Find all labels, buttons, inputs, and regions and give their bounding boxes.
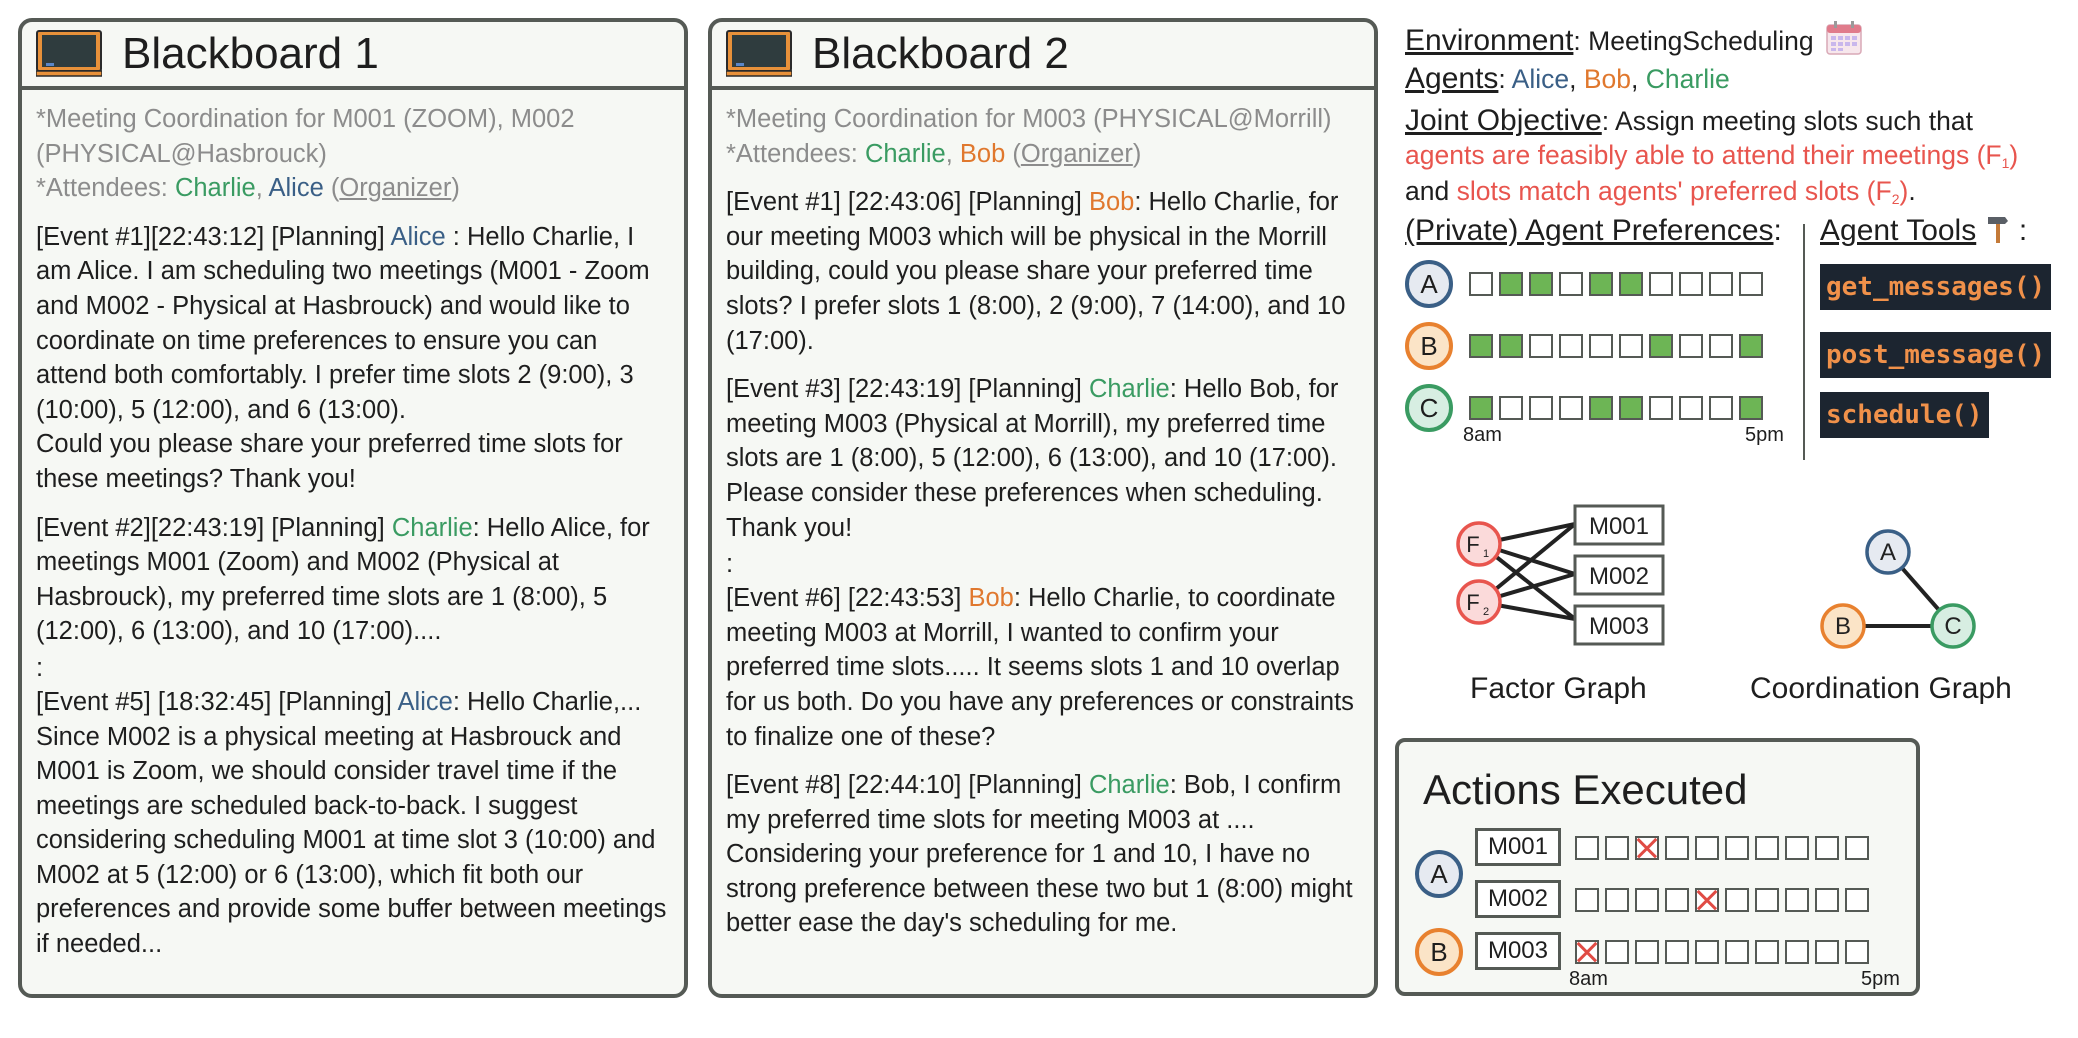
objective-feasibility bbox=[1405, 140, 2018, 171]
svg-text:M002: M002 bbox=[1588, 563, 1650, 590]
action-slots-m002 bbox=[1575, 888, 1869, 912]
event-message bbox=[36, 685, 670, 962]
meeting-node bbox=[1575, 506, 1663, 544]
preferences-colon: : bbox=[1773, 214, 1782, 247]
action-slots-m001 bbox=[1575, 836, 1869, 860]
attendee-charlie: Charlie bbox=[174, 174, 256, 203]
factor-subscript: 1 bbox=[2001, 155, 2010, 171]
event-speaker-charlie: Charlie bbox=[391, 513, 473, 542]
preferred-slot bbox=[1589, 272, 1613, 296]
objective-close-paren: ) bbox=[2009, 140, 2019, 170]
preference-slots-a bbox=[1469, 272, 1763, 296]
time-slot bbox=[1755, 888, 1779, 912]
factor-label: F bbox=[1466, 532, 1480, 557]
graphs-svg bbox=[1405, 484, 2065, 684]
agent-a-circle: A bbox=[1415, 850, 1463, 898]
preferences-title bbox=[1405, 214, 1782, 248]
agent-bob: Bob bbox=[1583, 64, 1632, 94]
preferences-title-text: (Private) Agent Preferences bbox=[1405, 214, 1774, 247]
hammer-icon bbox=[1985, 214, 2011, 244]
time-slot bbox=[1605, 888, 1629, 912]
graphs-area bbox=[1405, 484, 2065, 734]
time-slot bbox=[1559, 396, 1583, 420]
meeting-node bbox=[1575, 606, 1663, 644]
chalkboard-icon bbox=[36, 30, 102, 78]
environment-value: : MeetingScheduling bbox=[1573, 26, 1814, 56]
event-text: : Hello Alice, for meetings M001 (Zoom) and M002 (Physical at Hasbrouck), my preferred time slots are 1 (8:00), 5 (12:00), 6 (13:00), and 10 (17:00).... bbox=[36, 513, 650, 646]
tools-title-text: Agent Tools bbox=[1820, 214, 1977, 247]
scheduled-slot bbox=[1695, 888, 1719, 912]
event-prefix: [Event #2][22:43:19] [Planning] bbox=[36, 513, 392, 542]
attendee-separator: , bbox=[945, 139, 960, 168]
environment-label: Environment bbox=[1405, 24, 1574, 57]
preferred-slot bbox=[1529, 272, 1553, 296]
tool-get-messages: get_messages() bbox=[1820, 264, 2051, 310]
time-slot bbox=[1815, 836, 1839, 860]
event-speaker-bob: Bob bbox=[968, 584, 1014, 613]
time-slot bbox=[1635, 940, 1659, 964]
time-slot bbox=[1679, 272, 1703, 296]
event-prefix: [Event #3] [22:43:19] [Planning] bbox=[726, 375, 1089, 404]
agents-colon: : bbox=[1498, 64, 1512, 94]
environment-line bbox=[1405, 20, 1863, 58]
blackboard-2 bbox=[708, 18, 1378, 998]
factor-node-f2 bbox=[1458, 581, 1500, 623]
agents-separator: , bbox=[1631, 64, 1646, 94]
agents-separator: , bbox=[1569, 64, 1584, 94]
attendee-separator: , bbox=[255, 174, 269, 203]
coordination-node-a bbox=[1867, 531, 1909, 573]
time-slot bbox=[1635, 888, 1659, 912]
time-slot bbox=[1575, 836, 1599, 860]
attendees-line bbox=[36, 171, 670, 206]
preferred-slot bbox=[1619, 272, 1643, 296]
preferred-slot bbox=[1739, 396, 1763, 420]
event-message bbox=[36, 220, 670, 497]
factor-subscript: 2 bbox=[1482, 606, 1490, 618]
organizer-close: ) bbox=[451, 174, 460, 203]
board-title: Blackboard 1 bbox=[122, 29, 379, 78]
event-text: : Hello Bob, for meeting M003 (Physical at Morrill), my preferred time slots are 1 (8:00), 5 (12:00), 6 (13:00), and 10 (17:00). Please consider these preferences when scheduling. Thank you! bbox=[726, 375, 1339, 542]
vertical-ellipsis: : bbox=[726, 550, 734, 579]
time-slot bbox=[1665, 888, 1689, 912]
event-text: : Hello Charlie, for our meeting M003 which will be physical in the Morrill building, could you please share your preferred time slots? I prefer slots 1 (8:00), 2 (9:00), 7 (14:00), and 10 (17:00). bbox=[726, 188, 1346, 355]
time-slot bbox=[1559, 272, 1583, 296]
preferred-slot bbox=[1499, 272, 1523, 296]
event-prefix: [Event #1][22:43:12] [Planning] bbox=[36, 222, 391, 251]
tools-title bbox=[1820, 214, 2027, 248]
time-slot bbox=[1695, 836, 1719, 860]
board-body bbox=[712, 90, 1374, 941]
board-body bbox=[22, 90, 684, 962]
svg-text:M001: M001 bbox=[1588, 513, 1650, 540]
time-slot bbox=[1755, 836, 1779, 860]
factor-subscript: 1 bbox=[1482, 548, 1490, 560]
svg-text:B: B bbox=[1834, 613, 1852, 640]
event-prefix: [Event #1] [22:43:06] [Planning] bbox=[726, 188, 1089, 217]
event-message bbox=[726, 372, 1360, 545]
board-header bbox=[712, 22, 1374, 90]
preferred-slot bbox=[1499, 334, 1523, 358]
attendee-bob: Bob bbox=[959, 139, 1006, 168]
time-slot bbox=[1619, 334, 1643, 358]
tools-colon: : bbox=[2010, 214, 2028, 247]
preferred-slot bbox=[1649, 334, 1673, 358]
time-slot bbox=[1709, 396, 1733, 420]
organizer-label: Organizer bbox=[1020, 139, 1133, 168]
tool-schedule: schedule() bbox=[1820, 392, 1989, 438]
time-slot bbox=[1589, 334, 1613, 358]
agent-charlie: Charlie bbox=[1645, 64, 1730, 94]
event-message bbox=[726, 185, 1360, 358]
attendees-line bbox=[726, 137, 1360, 172]
tick-end: 5pm bbox=[1861, 968, 1900, 990]
event-message bbox=[726, 768, 1360, 941]
event-text: : Hello Charlie,... Since M002 is a physical meeting at Hasbrouck and M001 is Zoom, we should consider travel time if the meetings are scheduled back-to-back. I suggest considering scheduling M001 at time slot 3 (10:00) and M002 at 5 (12:00) or 6 (13:00), which fit both our preferences and provide some buffer between meetings if needed... bbox=[36, 687, 667, 959]
objective-close-paren: ) bbox=[1899, 176, 1909, 206]
coordination-node-c bbox=[1932, 605, 1974, 647]
objective-period: . bbox=[1908, 176, 1916, 206]
agent-b-circle: B bbox=[1415, 928, 1463, 976]
preference-slots-b bbox=[1469, 334, 1763, 358]
time-slot bbox=[1649, 396, 1673, 420]
time-slot bbox=[1725, 836, 1749, 860]
time-slot bbox=[1709, 272, 1733, 296]
organizer-open: ( bbox=[1005, 139, 1021, 168]
event-message bbox=[726, 581, 1360, 754]
time-slot bbox=[1695, 940, 1719, 964]
objective-preference-text: slots match agents' preferred slots (F bbox=[1456, 176, 1892, 206]
objective-feasibility-text: agents are feasibly able to attend their meetings (F bbox=[1405, 140, 2002, 170]
scheduled-slot bbox=[1575, 940, 1599, 964]
meeting-box: M002 bbox=[1475, 880, 1561, 918]
time-slot bbox=[1739, 272, 1763, 296]
factor-graph bbox=[1458, 506, 1663, 644]
objective-line bbox=[1405, 104, 1973, 138]
event-speaker-bob: Bob bbox=[1088, 188, 1135, 217]
time-slot bbox=[1845, 836, 1869, 860]
vertical-ellipsis: : bbox=[36, 653, 44, 682]
organizer-open: ( bbox=[323, 174, 340, 203]
actions-title: Actions Executed bbox=[1423, 766, 1748, 813]
preference-slots-c bbox=[1469, 396, 1763, 420]
preferred-slot bbox=[1619, 396, 1643, 420]
time-slot bbox=[1709, 334, 1733, 358]
board-header bbox=[22, 22, 684, 90]
attendee-charlie: Charlie bbox=[864, 139, 946, 168]
time-slot bbox=[1605, 836, 1629, 860]
time-slot bbox=[1785, 940, 1809, 964]
objective-preference bbox=[1405, 176, 1916, 207]
meeting-coordination-line: *Meeting Coordination for M003 (PHYSICAL@Morrill) bbox=[726, 105, 1332, 133]
board-title: Blackboard 2 bbox=[812, 29, 1069, 78]
time-slot bbox=[1469, 272, 1493, 296]
agent-alice: Alice bbox=[1511, 64, 1570, 94]
objective-label: Joint Objective bbox=[1405, 104, 1602, 137]
svg-text:M003: M003 bbox=[1588, 613, 1650, 640]
factor-label: F bbox=[1466, 590, 1480, 615]
preferred-slot bbox=[1469, 334, 1493, 358]
preferences-tools-divider bbox=[1803, 224, 1805, 460]
objective-text: : Assign meeting slots such that bbox=[1601, 106, 1973, 136]
preferred-slot bbox=[1469, 396, 1493, 420]
meeting-node bbox=[1575, 556, 1663, 594]
time-slot bbox=[1665, 940, 1689, 964]
scheduled-slot bbox=[1635, 836, 1659, 860]
agent-b-circle: B bbox=[1405, 322, 1453, 370]
organizer-label: Organizer bbox=[339, 174, 452, 203]
coordination-node-b bbox=[1822, 605, 1864, 647]
environment-panel bbox=[1405, 14, 2070, 734]
organizer-close: ) bbox=[1132, 139, 1142, 168]
time-slot bbox=[1815, 888, 1839, 912]
time-slot bbox=[1815, 940, 1839, 964]
factor-graph-label: Factor Graph bbox=[1470, 672, 1647, 705]
time-slot bbox=[1559, 334, 1583, 358]
tool-post-message: post_message() bbox=[1820, 332, 2051, 378]
calendar-icon bbox=[1825, 20, 1863, 56]
attendee-alice: Alice bbox=[268, 174, 324, 203]
coordination-graph bbox=[1822, 531, 1974, 647]
event-speaker-alice: Alice bbox=[390, 222, 446, 251]
time-slot bbox=[1529, 334, 1553, 358]
time-slot bbox=[1845, 940, 1869, 964]
event-speaker-charlie: Charlie bbox=[1088, 375, 1170, 404]
event-message bbox=[36, 511, 670, 649]
time-slot bbox=[1785, 836, 1809, 860]
time-slot bbox=[1679, 334, 1703, 358]
preferred-slot bbox=[1739, 334, 1763, 358]
event-prefix: [Event #5] [18:32:45] [Planning] bbox=[36, 687, 398, 716]
factor-node-f1 bbox=[1458, 523, 1500, 565]
chalkboard-icon bbox=[726, 30, 792, 78]
objective-and: and bbox=[1405, 176, 1457, 206]
attendees-prefix: *Attendees: bbox=[726, 139, 865, 168]
blackboard-1 bbox=[18, 18, 688, 998]
tick-end: 5pm bbox=[1745, 424, 1784, 446]
event-speaker-alice: Alice bbox=[397, 687, 453, 716]
attendees-prefix: *Attendees: bbox=[36, 174, 175, 203]
tick-start: 8am bbox=[1569, 968, 1608, 990]
svg-text:A: A bbox=[1879, 539, 1897, 566]
event-text: : Hello Charlie, I am Alice. I am scheduling two meetings (M001 - Zoom and M002 - Physical at Hasbrouck) and would like to coordinate on time preferences to ensure you can attend both comfortably. I prefer time slots 2 (9:00), 3 (10:00), 5 (12:00), and 6 (13:00). Could you please share your preferred time slots for these meetings? Thank you! bbox=[36, 222, 650, 493]
time-slot bbox=[1755, 940, 1779, 964]
time-slot bbox=[1785, 888, 1809, 912]
time-slot bbox=[1725, 940, 1749, 964]
action-slots-m003 bbox=[1575, 940, 1869, 964]
agents-line bbox=[1405, 62, 1730, 96]
time-slot bbox=[1679, 396, 1703, 420]
actions-executed-panel bbox=[1395, 738, 1920, 996]
time-slot bbox=[1649, 272, 1673, 296]
time-slot bbox=[1725, 888, 1749, 912]
time-slot bbox=[1665, 836, 1689, 860]
time-slot bbox=[1845, 888, 1869, 912]
meeting-box: M001 bbox=[1475, 828, 1561, 866]
event-prefix: [Event #6] [22:43:53] bbox=[726, 584, 969, 613]
time-slot bbox=[1499, 396, 1523, 420]
svg-text:C: C bbox=[1944, 613, 1962, 640]
meeting-coordination-line: *Meeting Coordination for M001 (ZOOM), M002 (PHYSICAL@Hasbrouck) bbox=[36, 105, 575, 168]
time-slot bbox=[1575, 888, 1599, 912]
event-speaker-charlie: Charlie bbox=[1088, 771, 1170, 800]
factor-subscript: 2 bbox=[1891, 191, 1900, 207]
event-text: : Hello Charlie, to coordinate meeting M003 at Morrill, I wanted to confirm your preferred time slots..... It seems slots 1 and 10 overlap for us both. Do you have any preferences or constraints to finalize one of these? bbox=[726, 584, 1354, 751]
event-prefix: [Event #8] [22:44:10] [Planning] bbox=[726, 771, 1089, 800]
event-text: : Bob, I confirm my preferred time slots for meeting M003 at .... Considering your preference for 1 and 10, I have no strong preference between these two but 1 (8:00) might better ease the day's scheduling for me. bbox=[726, 771, 1353, 938]
agents-label: Agents bbox=[1405, 62, 1499, 95]
coordination-graph-label: Coordination Graph bbox=[1750, 672, 2012, 705]
time-slot bbox=[1529, 396, 1553, 420]
agent-c-circle: C bbox=[1405, 384, 1453, 432]
tick-start: 8am bbox=[1463, 424, 1502, 446]
preferred-slot bbox=[1589, 396, 1613, 420]
meeting-box: M003 bbox=[1475, 932, 1561, 970]
agent-a-circle: A bbox=[1405, 260, 1453, 308]
time-slot bbox=[1605, 940, 1629, 964]
